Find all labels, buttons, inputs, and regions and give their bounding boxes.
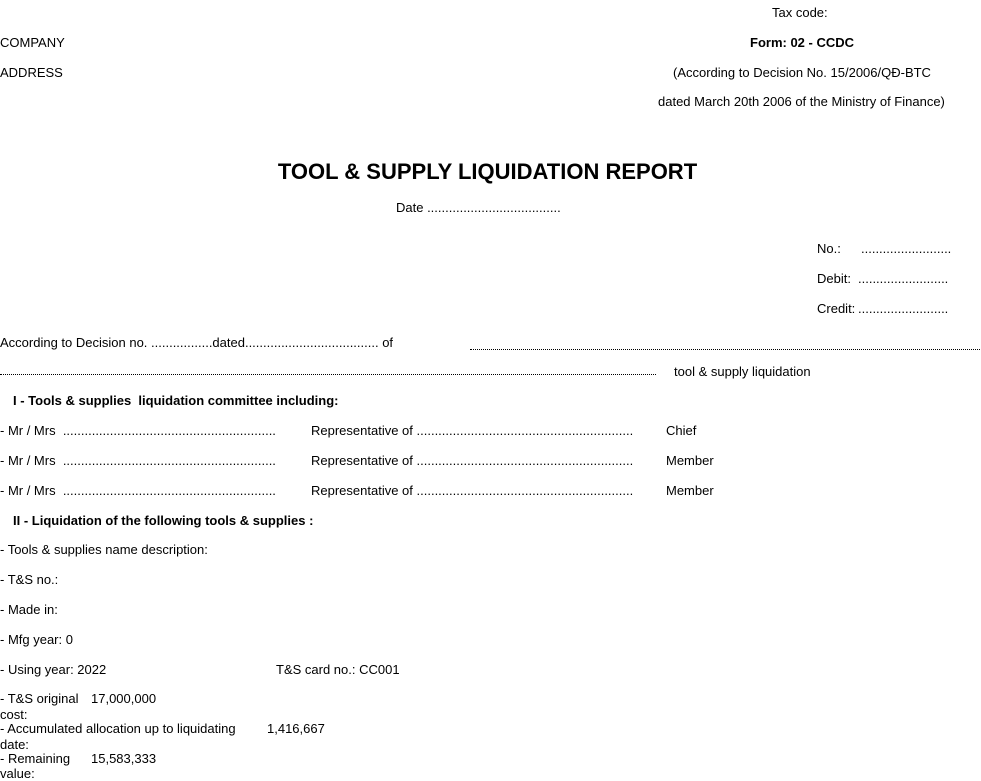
no-field[interactable]: ......................... <box>861 241 952 256</box>
section-1-heading: I - Tools & supplies liquidation committee including: <box>13 393 339 408</box>
member-rep-field[interactable]: Representative of ............................................................ <box>311 453 634 468</box>
made-in-label: - Made in: <box>0 602 58 617</box>
company-label: COMPANY <box>0 35 65 50</box>
accumulated-allocation-value: 1,416,667 <box>267 721 325 736</box>
member-role: Member <box>666 453 714 468</box>
member-rep-field[interactable]: Representative of ............................................................ <box>311 423 634 438</box>
accumulated-allocation-label-cont: date: <box>0 737 29 752</box>
member-name-field[interactable]: - Mr / Mrs ........................................................... <box>0 423 276 438</box>
date-line: Date ..................................... <box>396 200 561 215</box>
accumulated-allocation-label: - Accumulated allocation up to liquidating <box>0 721 236 736</box>
original-cost-value: 17,000,000 <box>91 691 157 706</box>
debit-field[interactable]: ......................... <box>858 271 949 286</box>
original-cost-label-cont: cost: <box>0 707 28 722</box>
member-name-field[interactable]: - Mr / Mrs ........................................................... <box>0 483 276 498</box>
tax-code-label: Tax code: <box>772 5 828 20</box>
decision-line-tail: tool & supply liquidation <box>674 364 811 379</box>
member-name-field[interactable]: - Mr / Mrs ........................................................... <box>0 453 276 468</box>
remaining-value: 15,583,333 <box>91 751 157 766</box>
no-label: No.: <box>817 241 841 256</box>
address-label: ADDRESS <box>0 65 63 80</box>
member-rep-field[interactable]: Representative of ............................................................ <box>311 483 634 498</box>
decision-reference: (According to Decision No. 15/2006/QĐ-BTC <box>673 65 931 80</box>
ts-number-label: - T&S no.: <box>0 572 59 587</box>
section-2-heading: II - Liquidation of the following tools & supplies : <box>13 513 314 528</box>
member-role: Member <box>666 483 714 498</box>
decision-line: According to Decision no. .................dated..................................... of <box>0 335 394 350</box>
mfg-year-label: - Mfg year: 0 <box>0 632 73 647</box>
name-description-label: - Tools & supplies name description: <box>0 542 208 557</box>
credit-field[interactable]: ......................... <box>858 301 949 316</box>
document-title: TOOL & SUPPLY LIQUIDATION REPORT <box>277 159 698 184</box>
member-role: Chief <box>666 423 697 438</box>
remaining-value-label: - Remaining <box>0 751 71 766</box>
decision-purpose-field[interactable] <box>0 374 656 375</box>
credit-label: Credit: <box>817 301 856 316</box>
decision-date: dated March 20th 2006 of the Ministry of Finance) <box>658 94 945 109</box>
using-year-label: - Using year: 2022 <box>0 662 107 677</box>
form-number: Form: 02 - CCDC <box>750 35 855 50</box>
card-number-label: T&S card no.: CC001 <box>276 662 400 677</box>
remaining-value-label-cont: value: <box>0 766 35 781</box>
debit-label: Debit: <box>817 271 851 286</box>
original-cost-label: - T&S original <box>0 691 79 706</box>
decision-issuer-field[interactable] <box>470 349 980 350</box>
